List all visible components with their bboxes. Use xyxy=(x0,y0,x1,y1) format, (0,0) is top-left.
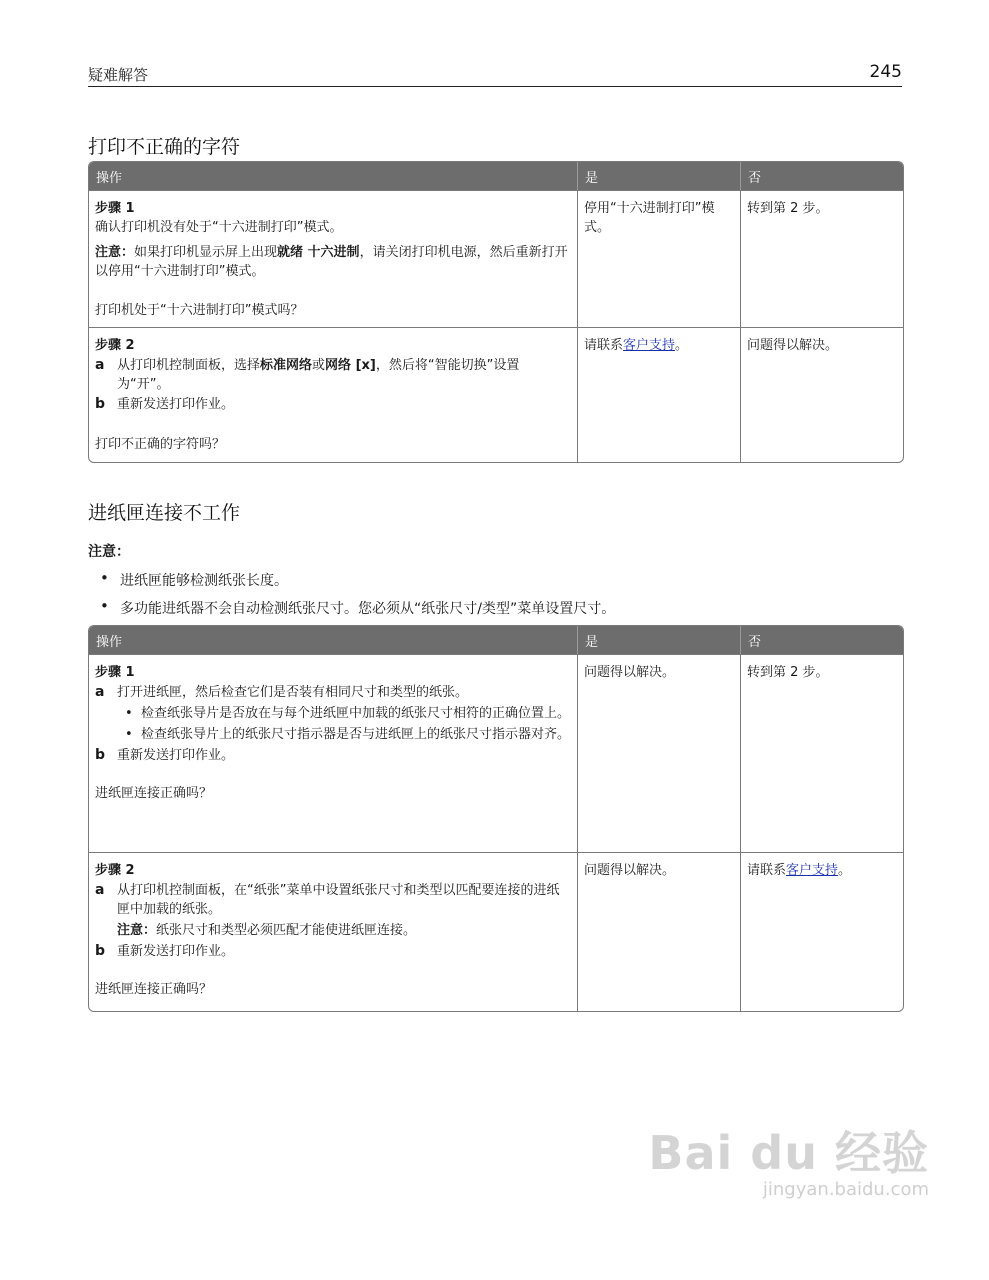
column-header-yes: 是 xyxy=(577,626,740,654)
step-title: 步骤 1 xyxy=(95,201,135,216)
step-title: 步骤 2 xyxy=(95,863,135,878)
column-header-action: 操作 xyxy=(89,162,577,190)
no-cell: 转到第 2 步。 xyxy=(740,190,903,327)
step-note: 注意：如果打印机显示屏上出现就绪 十六进制，请关闭打印机电源，然后重新打开以停用“十六进制打印”模式。 xyxy=(95,245,568,279)
step-question: 进纸匣连接正确吗？ xyxy=(95,786,213,801)
watermark-url: jingyan.baidu.com xyxy=(762,1179,929,1200)
ready-hex-text: 就绪 十六进制 xyxy=(277,245,360,260)
table-row xyxy=(89,190,903,327)
sub-step-a: a 从打印机控制面板，选择标准网络或网络 [x]，然后将“智能切换”设置为“开”。 xyxy=(95,357,520,392)
troubleshoot-table-characters xyxy=(88,161,904,463)
column-header-action: 操作 xyxy=(89,626,577,654)
step-instruction: 确认打印机没有处于“十六进制打印”模式。 xyxy=(95,220,343,235)
list-item: • 进纸匣能够检测纸张长度。 xyxy=(100,570,615,590)
note-bullets xyxy=(100,570,615,626)
table-row xyxy=(89,852,903,1011)
note-label: 注意： xyxy=(88,544,130,560)
sub-bullets xyxy=(95,704,571,744)
action-cell xyxy=(89,654,577,852)
yes-cell: 问题得以解决。 xyxy=(577,654,740,852)
yes-cell: 问题得以解决。 xyxy=(577,852,740,1011)
sub-step-b: b 重新发送打印作业。 xyxy=(95,747,235,763)
step-question: 进纸匣连接正确吗？ xyxy=(95,982,213,997)
header-section-title: 疑难解答 xyxy=(88,66,149,84)
action-cell xyxy=(89,327,577,462)
action-cell xyxy=(89,852,577,1011)
no-cell: 转到第 2 步。 xyxy=(740,654,903,852)
note-label: 注意： xyxy=(95,245,135,260)
list-item: • 多功能进纸器不会自动检测纸张尺寸。您必须从“纸张尺寸/类型”菜单设置尺寸。 xyxy=(100,598,615,618)
baidu-logo: Bai du 经验 xyxy=(648,1126,929,1180)
table-header-row xyxy=(89,162,903,190)
sub-step-b: b 重新发送打印作业。 xyxy=(95,943,235,959)
column-header-yes: 是 xyxy=(577,162,740,190)
step-question: 打印机处于“十六进制打印”模式吗？ xyxy=(95,303,304,318)
page-header xyxy=(88,62,902,87)
table-header-row xyxy=(89,626,903,654)
sub-step-a: a 从打印机控制面板，在“纸张”菜单中设置纸张尺寸和类型以匹配要连接的进纸匣中加载的纸张。 xyxy=(95,882,560,917)
baidu-watermark xyxy=(648,1117,929,1200)
page-number: 245 xyxy=(869,62,902,82)
sub-step-a: a 打开进纸匣，然后检查它们是否装有相同尺寸和类型的纸张。 xyxy=(95,684,469,700)
section-title-incorrect-characters: 打印不正确的字符 xyxy=(88,136,241,158)
no-cell: 请联系客户支持。 xyxy=(740,852,903,1011)
list-item: • 检查纸张导片上的纸张尺寸指示器是否与进纸匣上的纸张尺寸指示器对齐。 xyxy=(95,725,571,744)
section-title-tray-linking: 进纸匣连接不工作 xyxy=(88,502,241,524)
customer-support-link[interactable]: 客户支持 xyxy=(623,338,676,353)
list-item: • 检查纸张导片是否放在与每个进纸匣中加载的纸张尺寸相符的正确位置上。 xyxy=(95,704,571,723)
table-row xyxy=(89,654,903,852)
column-header-no: 否 xyxy=(740,626,903,654)
sub-step-b: b 重新发送打印作业。 xyxy=(95,396,235,412)
yes-cell: 请联系客户支持。 xyxy=(577,327,740,462)
step-title: 步骤 1 xyxy=(95,665,135,680)
no-cell: 问题得以解决。 xyxy=(740,327,903,462)
customer-support-link[interactable]: 客户支持 xyxy=(786,863,839,878)
step-title: 步骤 2 xyxy=(95,338,135,353)
yes-cell: 停用“十六进制打印”模式。 xyxy=(577,190,740,327)
column-header-no: 否 xyxy=(740,162,903,190)
sub-step-note: 注意：纸张尺寸和类型必须匹配才能使进纸匣连接。 xyxy=(117,923,417,938)
action-cell xyxy=(89,190,577,327)
troubleshoot-table-tray-linking xyxy=(88,625,904,1012)
step-question: 打印不正确的字符吗？ xyxy=(95,437,226,452)
table-row xyxy=(89,327,903,462)
